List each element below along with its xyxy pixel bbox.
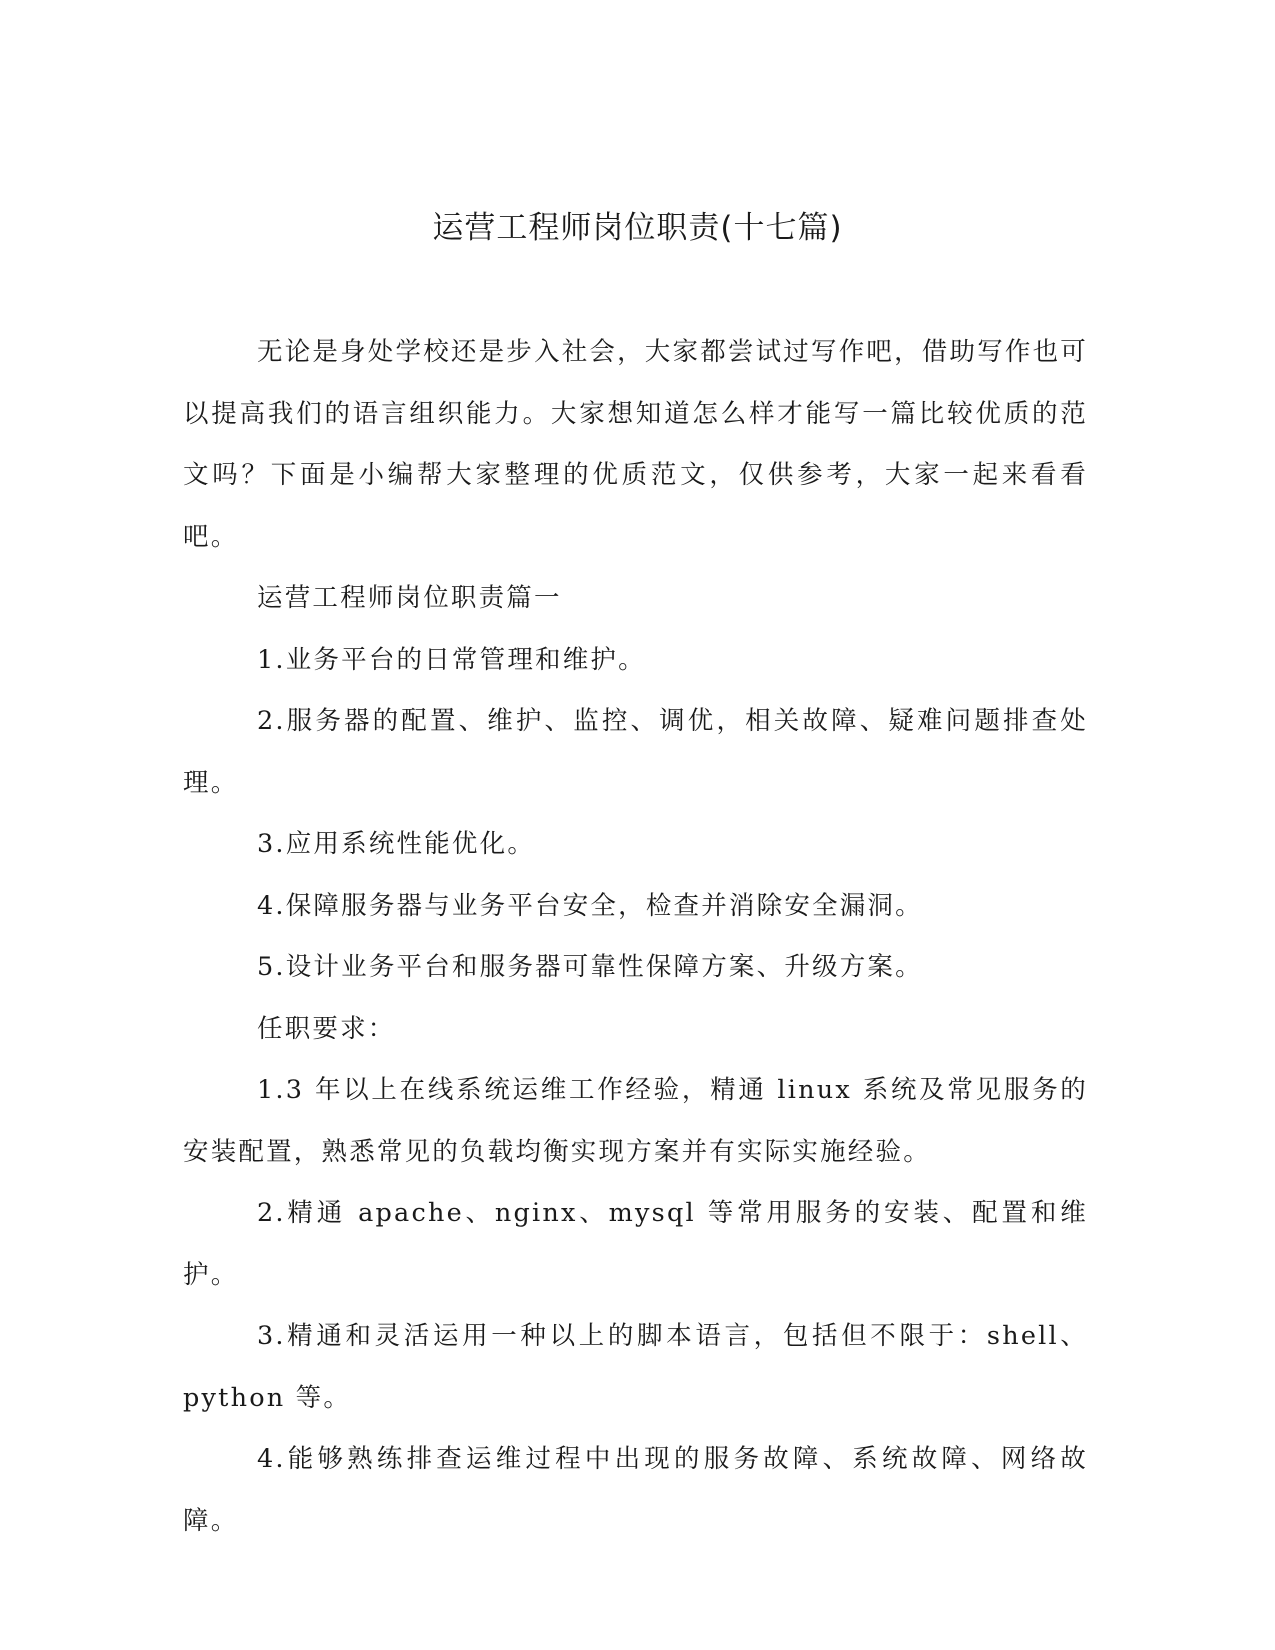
document-body xyxy=(183,322,1088,1552)
requirement-item-2: 2.精通 apache、nginx、mysql 等常用服务的安装、配置和维护。 xyxy=(183,1198,1088,1290)
intro-paragraph: 无论是身处学校还是步入社会，大家都尝试过写作吧，借助写作也可以提高我们的语言组织能力。大家想知道怎么样才能写一篇比较优质的范文吗？下面是小编帮大家整理的优质范文，仅供参考，大家一起来看看吧。 xyxy=(183,337,1089,552)
requirement-item-1: 1.3 年以上在线系统运维工作经验，精通 linux 系统及常见服务的安装配置，熟悉常见的负载均衡实现方案并有实际实施经验。 xyxy=(183,1075,1088,1167)
section-heading: 运营工程师岗位职责篇一 xyxy=(257,583,562,613)
duty-item-1: 1.业务平台的日常管理和维护。 xyxy=(257,644,646,675)
requirement-item-3: 3.精通和灵活运用一种以上的脚本语言，包括但不限于：shell、python 等。 xyxy=(183,1321,1088,1413)
requirements-heading: 任职要求： xyxy=(257,1013,396,1044)
duty-item-2: 2.服务器的配置、维护、监控、调优，相关故障、疑难问题排查处理。 xyxy=(183,706,1088,798)
document-title: 运营工程师岗位职责(十七篇) xyxy=(432,210,843,246)
duty-item-5: 5.设计业务平台和服务器可靠性保障方案、升级方案。 xyxy=(257,952,923,982)
duty-item-4: 4.保障服务器与业务平台安全，检查并消除安全漏洞。 xyxy=(257,890,923,921)
duty-item-3: 3.应用系统性能优化。 xyxy=(257,829,536,859)
requirement-item-4: 4.能够熟练排查运维过程中出现的服务故障、系统故障、网络故障。 xyxy=(183,1444,1088,1536)
